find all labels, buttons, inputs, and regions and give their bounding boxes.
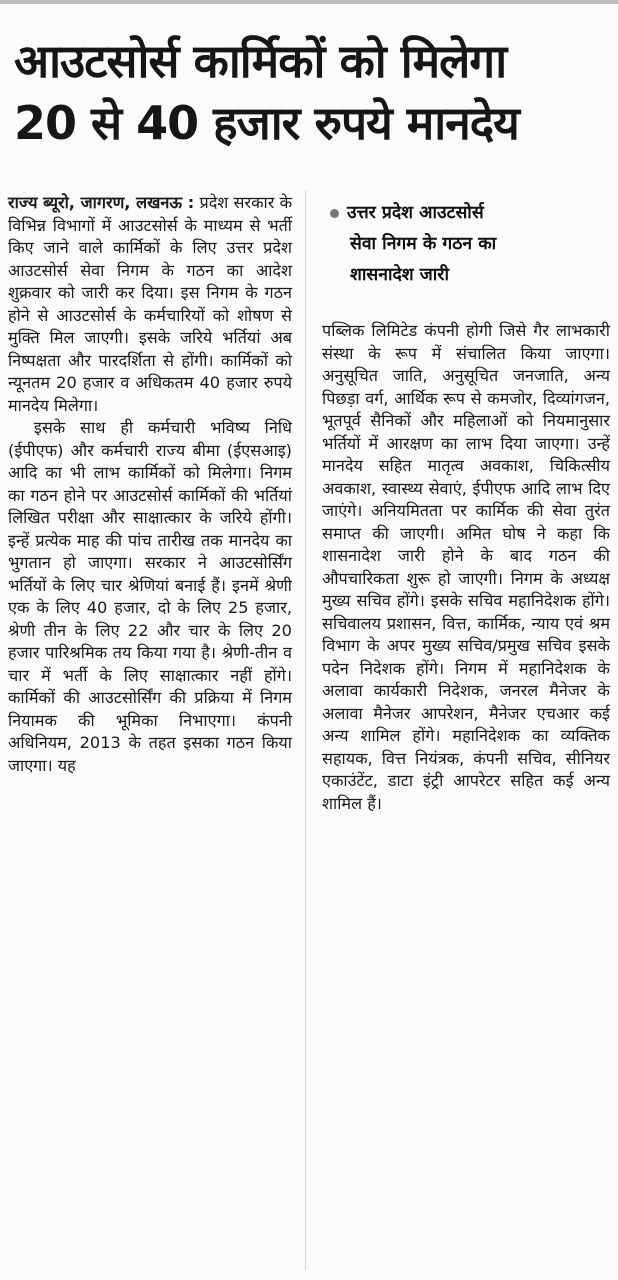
headline-line-2: 20 से 40 हजार रुपये मानदेय	[14, 96, 519, 150]
article-paragraph-1	[8, 192, 292, 417]
sub-headline-line-1	[330, 198, 600, 229]
article-paragraph-3: पब्लिक लिमिटेड कंपनी होगी जिसे गैर लाभकारी संस्था के रूप में संचालित किया जाएगा। अनुसूचित जाति, अनुसूचित जनजाति, अन्य पिछड़ा वर्ग, आर्थिक रूप से कमजोर, दिव्यांगजन, भूतपूर्व सैनिकों और महिलाओं को नियमानुसार भर्तियों में आरक्षण का लाभ दिया जाएगा। उन्हें मानदेय सहित मातृत्व अवकाश, चिकित्सीय अवकाश, स्वास्थ्य सेवाएं, ईपीएफ आदि लाभ दिए जाएंगे। अनियमितता पर कार्मिक की सेवा तुरंत समाप्त की जाएगी। अमित घोष ने कहा कि शासनादेश जारी होने के बाद गठन की औपचारिकता शुरू हो जाएगी। निगम के अध्यक्ष मुख्य सचिव होंगे। इसके सचिव महानिदेशक होंगे। सचिवालय प्रशासन, वित्त, कार्मिक, न्याय एवं श्रम विभाग के अपर मुख्य सचिव/प्रमुख सचिव इसके पदेन निदेशक होंगे। निगम में महानिदेशक के अलावा कार्यकारी निदेशक, जनरल मैनेजर के अलावा मैनेजर आपरेशन, मैनेजर एचआर कई अन्य शामिल होंगे। महानिदेशक का व्यक्तिक सहायक, वित्त नियंत्रक, कंपनी सचिव, सीनियर एकाउंटेंट, डाटा इंट्री आपरेटर सहित कई अन्य शामिल हैं।	[322, 321, 610, 813]
article-column-right	[322, 320, 610, 815]
article-paragraph-2: इसके साथ ही कर्मचारी भविष्य निधि (ईपीएफ) और कर्मचारी राज्य बीमा (ईएसआइ) आदि का भी लाभ कार्मिकों को मिलेगा। निगम का गठन होने पर आउटसोर्स कार्मिकों की भर्तियां लिखित परीक्षा और साक्षात्कार के जरिये होंगी। इन्हें प्रत्येक माह की पांच तारीख तक मानदेय का भुगतान हो जाएगा। सरकार ने आउटसोर्सिंग भर्तियों के लिए चार श्रेणियां बनाई हैं। इनमें श्रेणी एक के लिए 40 हजार, दो के लिए 25 हजार, श्रेणी तीन के लिए 22 और चार के लिए 20 हजार पारिश्रमिक तय किया गया है। श्रेणी-तीन व चार में भर्ती के लिए साक्षात्कार नहीं होंगे। कार्मिकों की आउटसोर्सिंग की प्रक्रिया में निगम नियामक की भूमिका निभाएगा। कंपनी अधिनियम, 2013 के तहत इसका गठन किया जाएगा। यह	[8, 418, 292, 775]
bullet-icon	[330, 209, 339, 218]
dateline: राज्य ब्यूरो, जागरण, लखनऊ :	[8, 193, 195, 212]
headline-line-1: आउटसोर्स कार्मिकों को मिलेगा	[14, 34, 507, 88]
headline	[14, 30, 610, 154]
sub-headline-line-2: सेवा निगम के गठन का	[350, 234, 497, 254]
article-column-left	[8, 192, 292, 777]
sub-headline-line-3: शासनादेश जारी	[350, 265, 449, 285]
column-divider	[305, 190, 306, 1270]
sub-headline	[330, 198, 600, 291]
sub-headline-line-1-text: उत्तर प्रदेश आउटसोर्स	[347, 203, 484, 223]
paragraph-1-text: प्रदेश सरकार के विभिन्न विभागों में आउटसोर्स के माध्यम से भर्ती किए जाने वाले कार्मिकों के लिए उत्तर प्रदेश आउटसोर्स सेवा निगम के गठन का आदेश शुक्रवार को जारी कर दिया। इस निगम के गठन होने से आउटसोर्स के कर्मचारियों को शोषण से मुक्ति मिल जाएगी। इसके जरिये भर्तियां अब निष्पक्षता और पारदर्शिता से होंगी। कार्मिकों को न्यूनतम 20 हजार व अधिकतम 40 हजार रुपये मानदेय मिलेगा।	[8, 193, 292, 415]
top-border	[0, 0, 618, 4]
